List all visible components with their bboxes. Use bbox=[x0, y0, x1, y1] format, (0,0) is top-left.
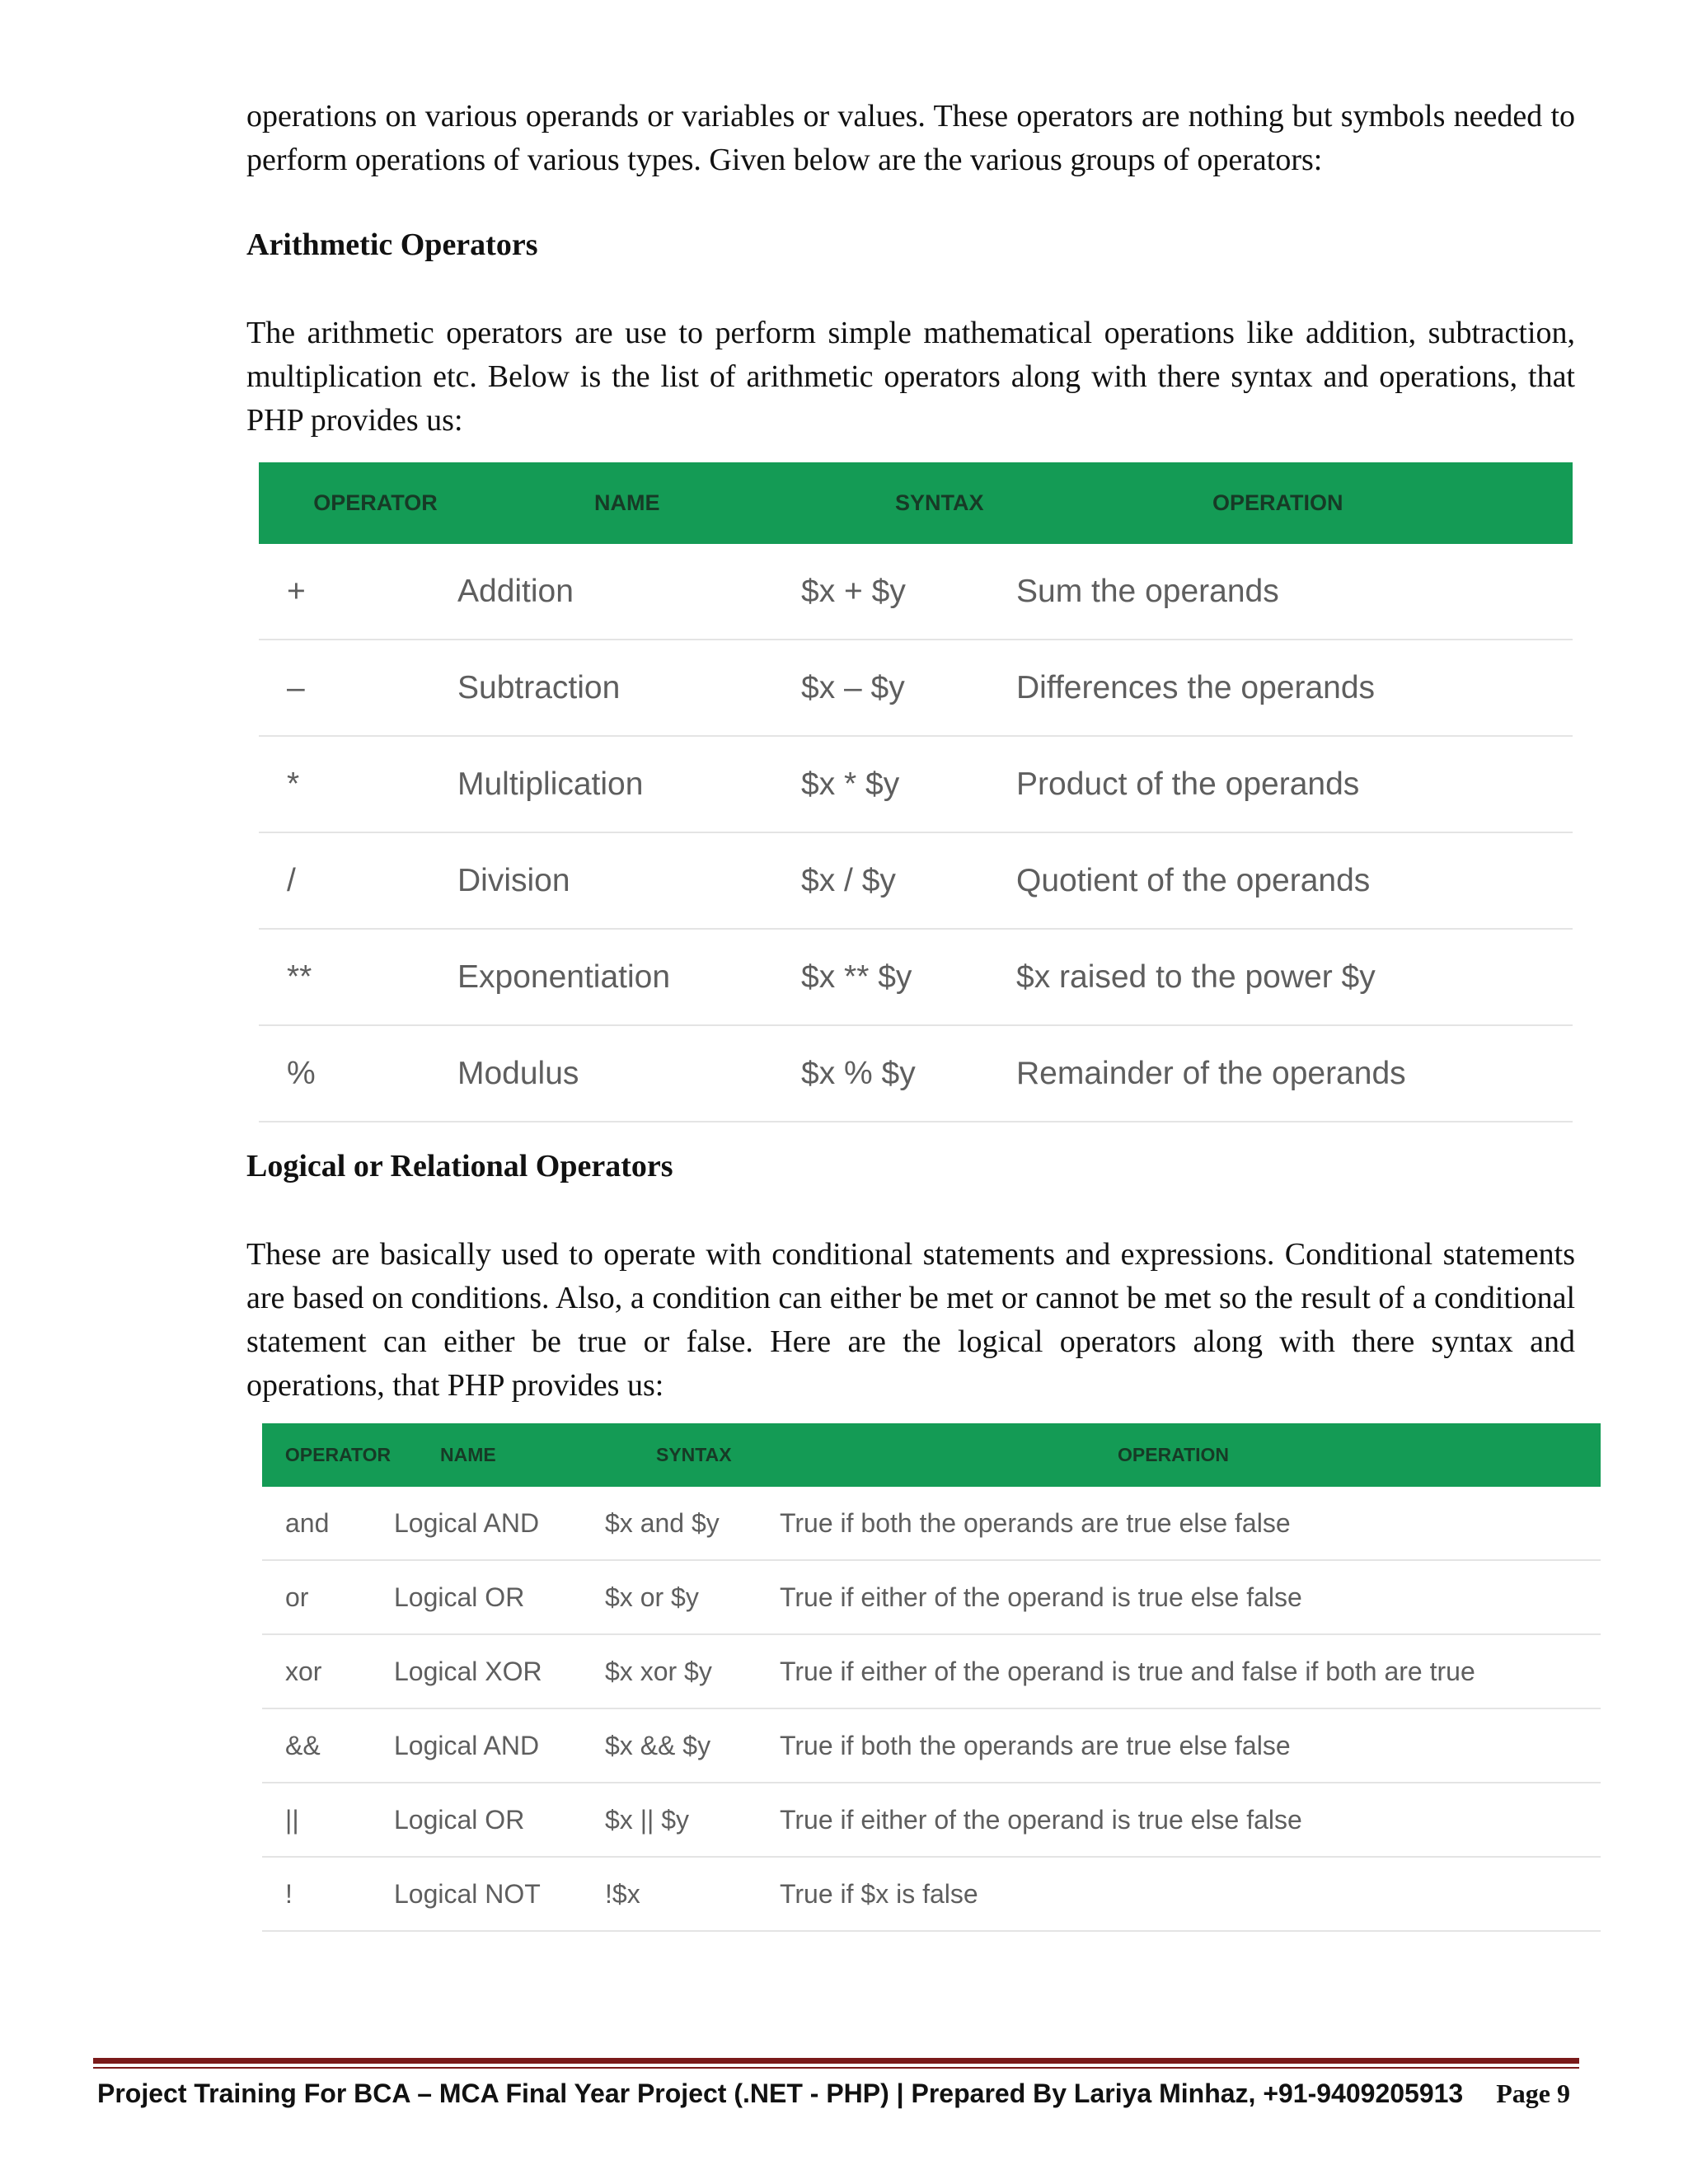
operator-cell: && bbox=[285, 1730, 321, 1760]
syntax-cell: $x xor $y bbox=[605, 1656, 712, 1686]
column-header-name: NAME bbox=[594, 490, 660, 515]
table-row bbox=[259, 544, 1573, 640]
operator-cell: xor bbox=[285, 1656, 322, 1686]
column-header-operator: OPERATOR bbox=[284, 1444, 392, 1465]
operator-cell: + bbox=[287, 573, 306, 609]
syntax-cell: $x * $y bbox=[801, 766, 900, 802]
operation-cell: True if either of the operand is true else false bbox=[780, 1582, 1302, 1612]
operator-cell: / bbox=[287, 862, 296, 898]
footer-rule-thin bbox=[93, 2067, 1579, 2069]
operation-cell: True if either of the operand is true else false bbox=[780, 1804, 1302, 1835]
arithmetic-heading: Arithmetic Operators bbox=[246, 227, 538, 262]
name-cell: Logical XOR bbox=[394, 1656, 542, 1686]
name-cell: Multiplication bbox=[457, 766, 644, 802]
logical-heading: Logical or Relational Operators bbox=[246, 1149, 673, 1183]
table-row bbox=[259, 833, 1573, 930]
syntax-cell: !$x bbox=[605, 1878, 640, 1909]
syntax-cell: $x or $y bbox=[605, 1582, 699, 1612]
operation-cell: Remainder of the operands bbox=[1016, 1055, 1406, 1091]
operation-cell: Differences the operands bbox=[1016, 669, 1376, 705]
table-header bbox=[262, 1423, 1601, 1487]
column-header-name: NAME bbox=[440, 1444, 496, 1465]
column-header-operation: OPERATION bbox=[1212, 490, 1343, 515]
logical-operators-table bbox=[262, 1423, 1601, 1932]
operation-cell: True if $x is false bbox=[780, 1878, 978, 1909]
syntax-cell: $x + $y bbox=[801, 573, 906, 609]
table-row bbox=[262, 1709, 1601, 1783]
page-footer bbox=[97, 2079, 1581, 2109]
syntax-cell: $x && $y bbox=[605, 1730, 711, 1760]
intro-paragraph: operations on various operands or variables or values. These operators are nothing but symbols needed to perform operations of various types. Given below are the various groups of operators: bbox=[246, 99, 1575, 177]
syntax-cell: $x ** $y bbox=[801, 958, 912, 995]
table-row bbox=[262, 1635, 1601, 1709]
operator-cell: ! bbox=[285, 1878, 293, 1909]
table-row bbox=[259, 737, 1573, 833]
column-header-syntax: SYNTAX bbox=[656, 1444, 732, 1465]
page-number: Page 9 bbox=[1496, 2079, 1570, 2108]
table-header bbox=[259, 462, 1573, 544]
name-cell: Addition bbox=[457, 573, 574, 609]
table-row bbox=[259, 640, 1573, 737]
name-cell: Exponentiation bbox=[457, 958, 671, 995]
operation-cell: True if either of the operand is true and false if both are true bbox=[780, 1656, 1475, 1686]
table-row bbox=[259, 1026, 1573, 1122]
column-header-syntax: SYNTAX bbox=[895, 490, 984, 515]
table-row bbox=[262, 1783, 1601, 1858]
footer-rule-thick bbox=[93, 2058, 1579, 2064]
table-row bbox=[262, 1561, 1601, 1635]
operator-cell: || bbox=[285, 1804, 299, 1835]
operator-cell: * bbox=[287, 766, 300, 802]
name-cell: Logical OR bbox=[394, 1582, 525, 1612]
operation-cell: True if both the operands are true else false bbox=[780, 1730, 1291, 1760]
logical-description: These are basically used to operate with conditional statements and expressions. Conditional statements are based on conditions. Also, a condition can either be met or cannot be met so the result of a conditional statement can either be true or false. Here are the logical operators along with there syntax and operations, that PHP provides us: bbox=[246, 1237, 1575, 1403]
arithmetic-description: The arithmetic operators are use to perform simple mathematical operations like addition, subtraction, multiplication etc. Below is the list of arithmetic operators along with there syntax and operations, that PHP provides us: bbox=[246, 316, 1575, 438]
name-cell: Logical AND bbox=[394, 1730, 540, 1760]
operator-cell: or bbox=[285, 1582, 309, 1612]
footer-text: Project Training For BCA – MCA Final Year Project (.NET - PHP) | Prepared By Lariya Minhaz, +91-9409205913 bbox=[97, 2079, 1464, 2108]
name-cell: Logical AND bbox=[394, 1507, 540, 1538]
operation-cell: True if both the operands are true else false bbox=[780, 1507, 1291, 1538]
name-cell: Logical OR bbox=[394, 1804, 525, 1835]
syntax-cell: $x / $y bbox=[801, 862, 896, 898]
operator-cell: % bbox=[287, 1055, 316, 1091]
column-header-operation: OPERATION bbox=[1118, 1444, 1230, 1465]
operator-cell: and bbox=[285, 1507, 330, 1538]
arithmetic-operators-table bbox=[259, 462, 1573, 1122]
syntax-cell: $x and $y bbox=[605, 1507, 720, 1538]
name-cell: Subtraction bbox=[457, 669, 621, 705]
syntax-cell: $x % $y bbox=[801, 1055, 916, 1091]
table-row bbox=[262, 1487, 1601, 1561]
syntax-cell: $x || $y bbox=[605, 1804, 689, 1835]
table-row bbox=[262, 1858, 1601, 1932]
operation-cell: Product of the operands bbox=[1016, 766, 1360, 802]
name-cell: Division bbox=[457, 862, 570, 898]
operation-cell: Sum the operands bbox=[1016, 573, 1279, 609]
table-row bbox=[259, 930, 1573, 1026]
operation-cell: $x raised to the power $y bbox=[1016, 958, 1376, 995]
syntax-cell: $x – $y bbox=[801, 669, 905, 705]
name-cell: Logical NOT bbox=[394, 1878, 541, 1909]
operation-cell: Quotient of the operands bbox=[1016, 862, 1371, 898]
column-header-operator: OPERATOR bbox=[313, 490, 438, 515]
name-cell: Modulus bbox=[457, 1055, 579, 1091]
operator-cell: – bbox=[287, 669, 305, 705]
operator-cell: ** bbox=[287, 958, 312, 995]
